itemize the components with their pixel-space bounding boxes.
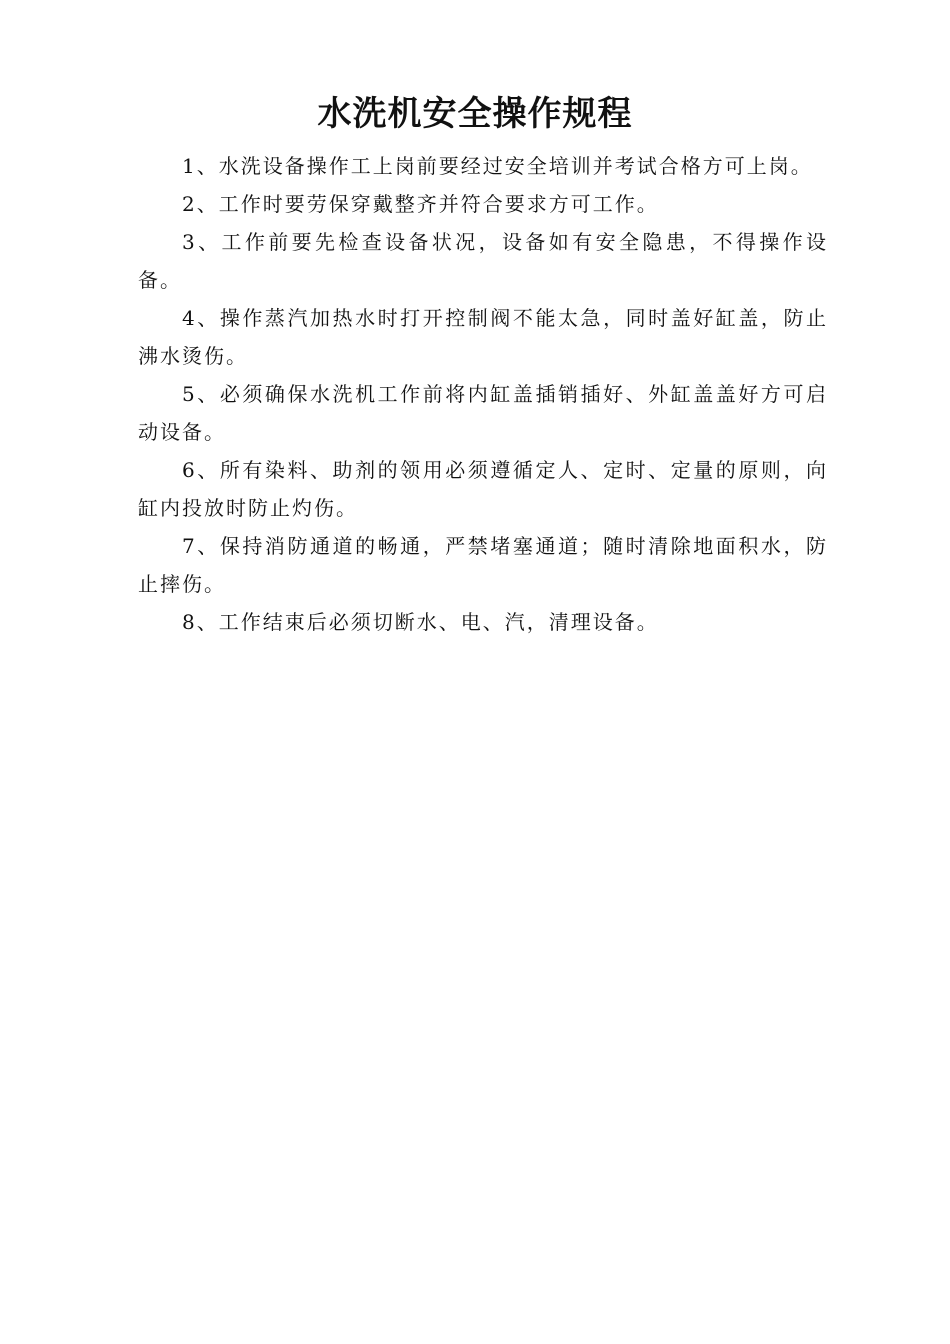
rule-paragraph-8: 8、工作结束后必须切断水、电、汽，清理设备。	[182, 610, 659, 634]
rule-paragraph-4: 4、操作蒸汽加热水时打开控制阀不能太急，同时盖好缸盖，防止沸水烫伤。	[138, 306, 828, 368]
rule-paragraph-1: 1、水洗设备操作工上岗前要经过安全培训并考试合格方可上岗。	[182, 154, 813, 178]
rule-paragraph-5: 5、必须确保水洗机工作前将内缸盖插销插好、外缸盖盖好方可启动设备。	[138, 382, 828, 444]
document-title: 水洗机安全操作规程	[317, 94, 633, 134]
document-body	[138, 147, 828, 641]
rule-paragraph-6: 6、所有染料、助剂的领用必须遵循定人、定时、定量的原则，向缸内投放时防止灼伤。	[138, 458, 828, 520]
rule-paragraph-2: 2、工作时要劳保穿戴整齐并符合要求方可工作。	[182, 192, 659, 216]
rule-paragraph-3: 3、工作前要先检查设备状况，设备如有安全隐患，不得操作设备。	[138, 230, 828, 292]
rule-paragraph-7: 7、保持消防通道的畅通，严禁堵塞通道；随时清除地面积水，防止摔伤。	[138, 534, 828, 596]
